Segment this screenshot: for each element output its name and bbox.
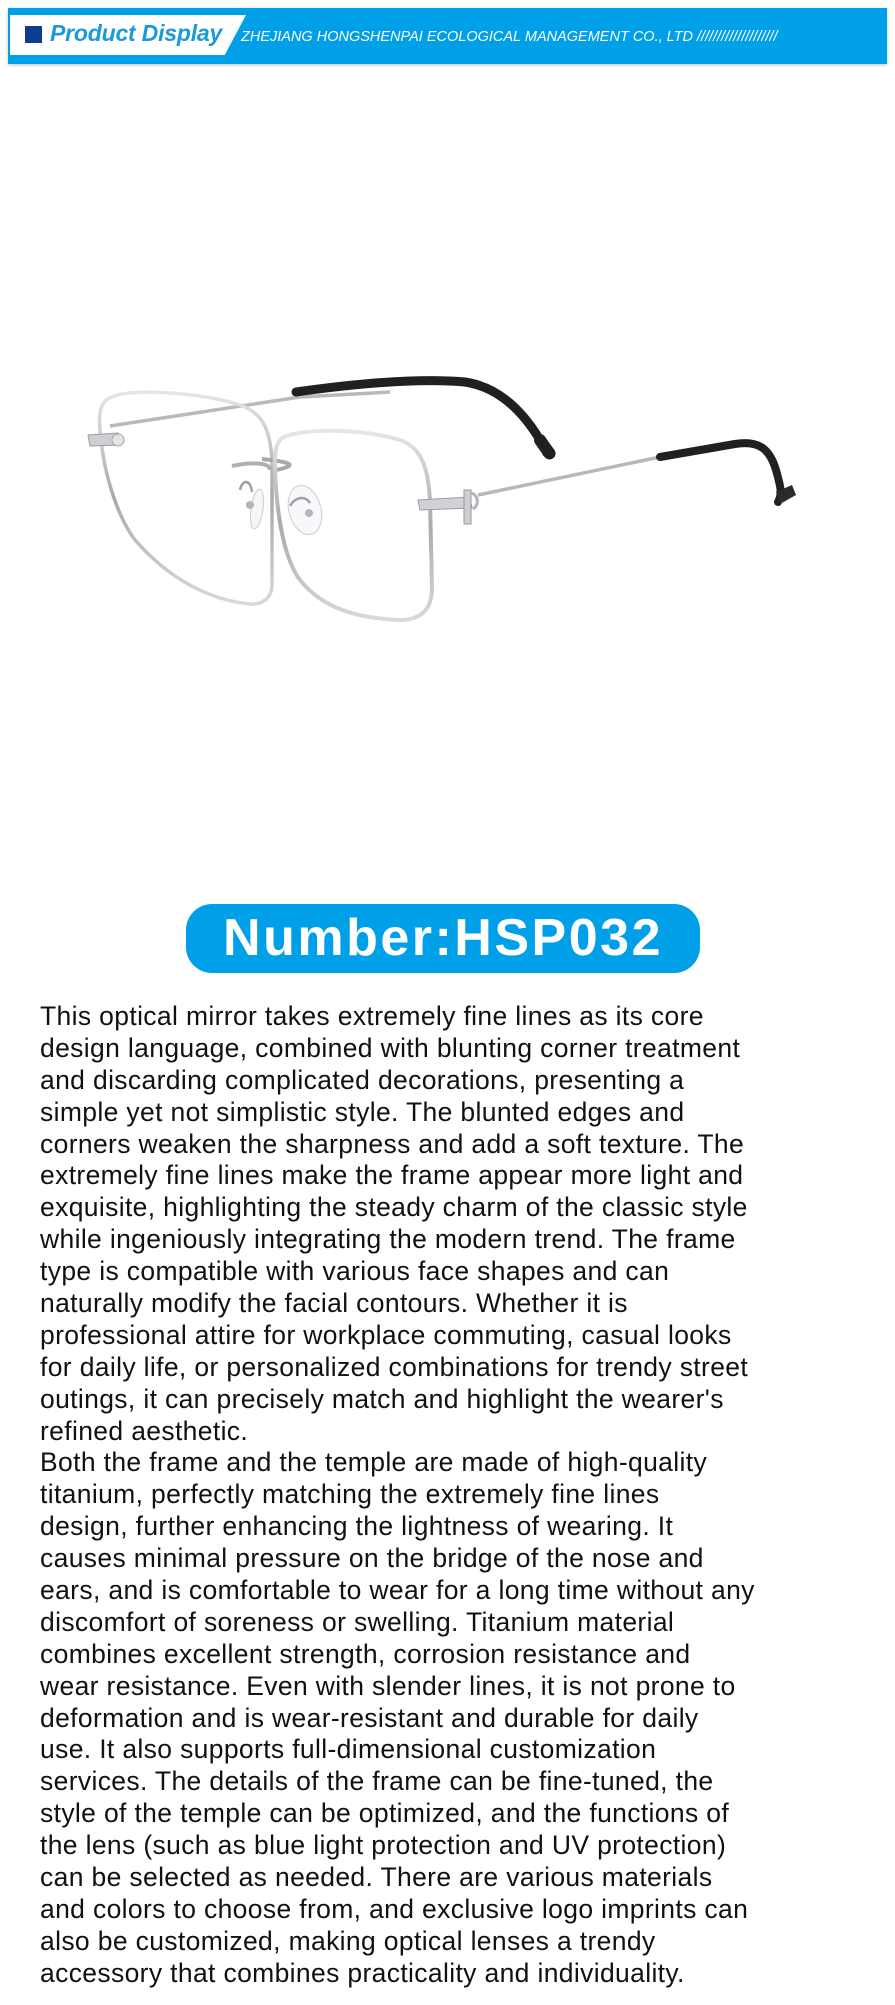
description-line: refined aesthetic. xyxy=(40,1415,249,1446)
description-line: design language, combined with blunting corner treatment xyxy=(40,1032,741,1063)
description-line: combines excellent strength, corrosion resistance and xyxy=(40,1638,691,1669)
description-line: use. It also supports full-dimensional customization xyxy=(40,1734,657,1765)
description-line: the lens (such as blue light protection and UV protection) xyxy=(40,1830,727,1861)
description-line: accessory that combines practicality and individuality. xyxy=(40,1957,685,1988)
description-line: for daily life, or personalized combinations for trendy street xyxy=(40,1351,749,1382)
description-line: and discarding complicated decorations, presenting a xyxy=(40,1064,685,1095)
description-line: naturally modify the facial contours. Whether it is xyxy=(40,1288,628,1319)
product-image xyxy=(0,80,895,860)
product-number-label: Number:HSP032 xyxy=(223,909,663,967)
description-line: type is compatible with various face shapes and can xyxy=(40,1256,670,1287)
description-line: Both the frame and the temple are made of high-quality xyxy=(40,1447,708,1478)
description-line: professional attire for workplace commuting, casual looks xyxy=(40,1319,732,1350)
description-line: titanium, perfectly matching the extremely fine lines xyxy=(40,1479,660,1510)
description-line: and colors to choose from, and exclusive logo imprints can xyxy=(40,1893,749,1924)
description-line: services. The details of the frame can be fine-tuned, the xyxy=(40,1766,714,1797)
description-line: extremely fine lines make the frame appear more light and xyxy=(40,1160,744,1191)
section-title: Product Display xyxy=(50,20,223,46)
description-line: can be selected as needed. There are various materials xyxy=(40,1862,713,1893)
glasses-icon xyxy=(0,80,895,860)
description-line: outings, it can precisely match and highlight the wearer's xyxy=(40,1383,724,1414)
description-line: ears, and is comfortable to wear for a long time without any xyxy=(40,1575,755,1606)
description-line: discomfort of soreness or swelling. Titanium material xyxy=(40,1606,675,1637)
description-line: This optical mirror takes extremely fine lines as its core xyxy=(40,1001,704,1031)
description-line: also be customized, making optical lenses a trendy xyxy=(40,1925,656,1956)
description-line: design, further enhancing the lightness of wearing. It xyxy=(40,1511,674,1542)
product-description xyxy=(40,1001,880,1990)
description-line: while ingeniously integrating the modern trend. The frame xyxy=(40,1224,736,1255)
description-line: wear resistance. Even with slender lines, it is not prone to xyxy=(40,1670,736,1701)
description-line: exquisite, highlighting the steady charm of the classic style xyxy=(40,1192,748,1223)
section-header-banner xyxy=(8,8,887,64)
description-line: deformation and is wear-resistant and durable for daily xyxy=(40,1702,699,1733)
description-line: corners weaken the sharpness and add a soft texture. The xyxy=(40,1128,745,1159)
square-bullet-icon xyxy=(25,26,42,43)
description-line: style of the temple can be optimized, and the functions of xyxy=(40,1798,730,1829)
product-number-badge xyxy=(186,904,700,973)
description-line: simple yet not simplistic style. The blunted edges and xyxy=(40,1096,685,1127)
description-line: causes minimal pressure on the bridge of the nose and xyxy=(40,1543,704,1574)
company-name: ZHEJIANG HONGSHENPAI ECOLOGICAL MANAGEMENT CO., LTD //////////////////// xyxy=(241,29,778,45)
